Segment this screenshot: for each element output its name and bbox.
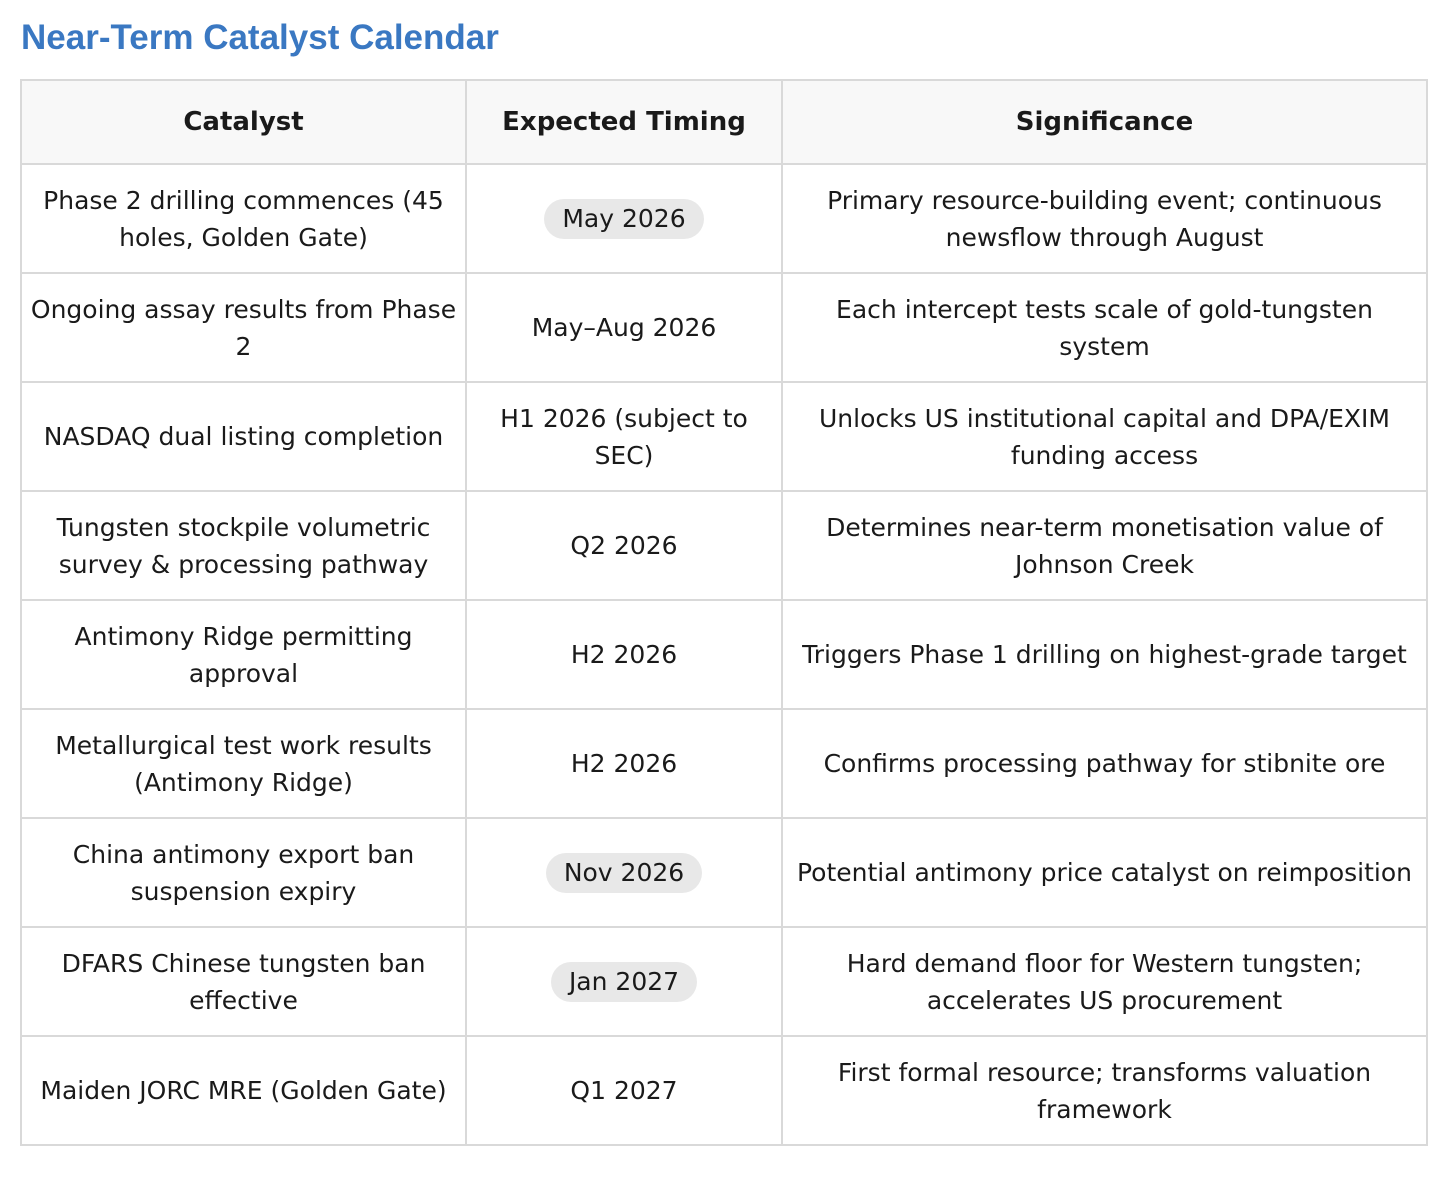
catalyst-cell: Antimony Ridge permitting approval xyxy=(21,600,466,709)
column-header-expected-timing: Expected Timing xyxy=(466,80,782,164)
table-row xyxy=(21,491,1427,600)
timing-cell xyxy=(466,491,782,600)
significance-cell: First formal resource; transforms valuation framework xyxy=(782,1036,1427,1145)
timing-cell xyxy=(466,600,782,709)
catalyst-cell: Metallurgical test work results (Antimony Ridge) xyxy=(21,709,466,818)
catalyst-cell: Tungsten stockpile volumetric survey & processing pathway xyxy=(21,491,466,600)
significance-cell: Hard demand floor for Western tungsten; accelerates US procurement xyxy=(782,927,1427,1036)
catalyst-cell: DFARS Chinese tungsten ban effective xyxy=(21,927,466,1036)
catalyst-cell: Phase 2 drilling commences (45 holes, Golden Gate) xyxy=(21,164,466,273)
timing-text: Q1 2027 xyxy=(570,1076,678,1105)
timing-text: May–Aug 2026 xyxy=(531,313,717,342)
timing-pill: Jan 2027 xyxy=(551,962,697,1002)
table-row xyxy=(21,927,1427,1036)
timing-cell xyxy=(466,1036,782,1145)
catalyst-cell: NASDAQ dual listing completion xyxy=(21,382,466,491)
catalyst-cell: Maiden JORC MRE (Golden Gate) xyxy=(21,1036,466,1145)
significance-cell: Potential antimony price catalyst on reimposition xyxy=(782,818,1427,927)
timing-text: Q2 2026 xyxy=(570,531,678,560)
table-row xyxy=(21,273,1427,382)
timing-text: H2 2026 xyxy=(570,749,678,778)
timing-text: H1 2026 (subject to SEC) xyxy=(500,403,748,470)
timing-pill: Nov 2026 xyxy=(546,853,702,893)
table-row xyxy=(21,164,1427,273)
catalyst-table xyxy=(20,79,1428,1146)
column-header-catalyst: Catalyst xyxy=(21,80,466,164)
timing-cell xyxy=(466,709,782,818)
table-header-row xyxy=(21,80,1427,164)
column-header-significance: Significance xyxy=(782,80,1427,164)
significance-cell: Confirms processing pathway for stibnite ore xyxy=(782,709,1427,818)
table-row xyxy=(21,818,1427,927)
catalyst-cell: Ongoing assay results from Phase 2 xyxy=(21,273,466,382)
significance-cell: Unlocks US institutional capital and DPA/EXIM funding access xyxy=(782,382,1427,491)
table-row xyxy=(21,382,1427,491)
timing-cell xyxy=(466,164,782,273)
timing-cell xyxy=(466,273,782,382)
table-row xyxy=(21,1036,1427,1145)
significance-cell: Determines near-term monetisation value of Johnson Creek xyxy=(782,491,1427,600)
table-row xyxy=(21,600,1427,709)
significance-cell: Each intercept tests scale of gold-tungsten system xyxy=(782,273,1427,382)
catalyst-cell: China antimony export ban suspension expiry xyxy=(21,818,466,927)
significance-cell: Triggers Phase 1 drilling on highest-grade target xyxy=(782,600,1427,709)
timing-cell xyxy=(466,927,782,1036)
timing-cell xyxy=(466,382,782,491)
significance-cell: Primary resource-building event; continuous newsflow through August xyxy=(782,164,1427,273)
timing-text: H2 2026 xyxy=(570,640,678,669)
timing-pill: May 2026 xyxy=(544,199,703,239)
table-row xyxy=(21,709,1427,818)
timing-cell xyxy=(466,818,782,927)
page-title: Near-Term Catalyst Calendar xyxy=(21,18,499,57)
